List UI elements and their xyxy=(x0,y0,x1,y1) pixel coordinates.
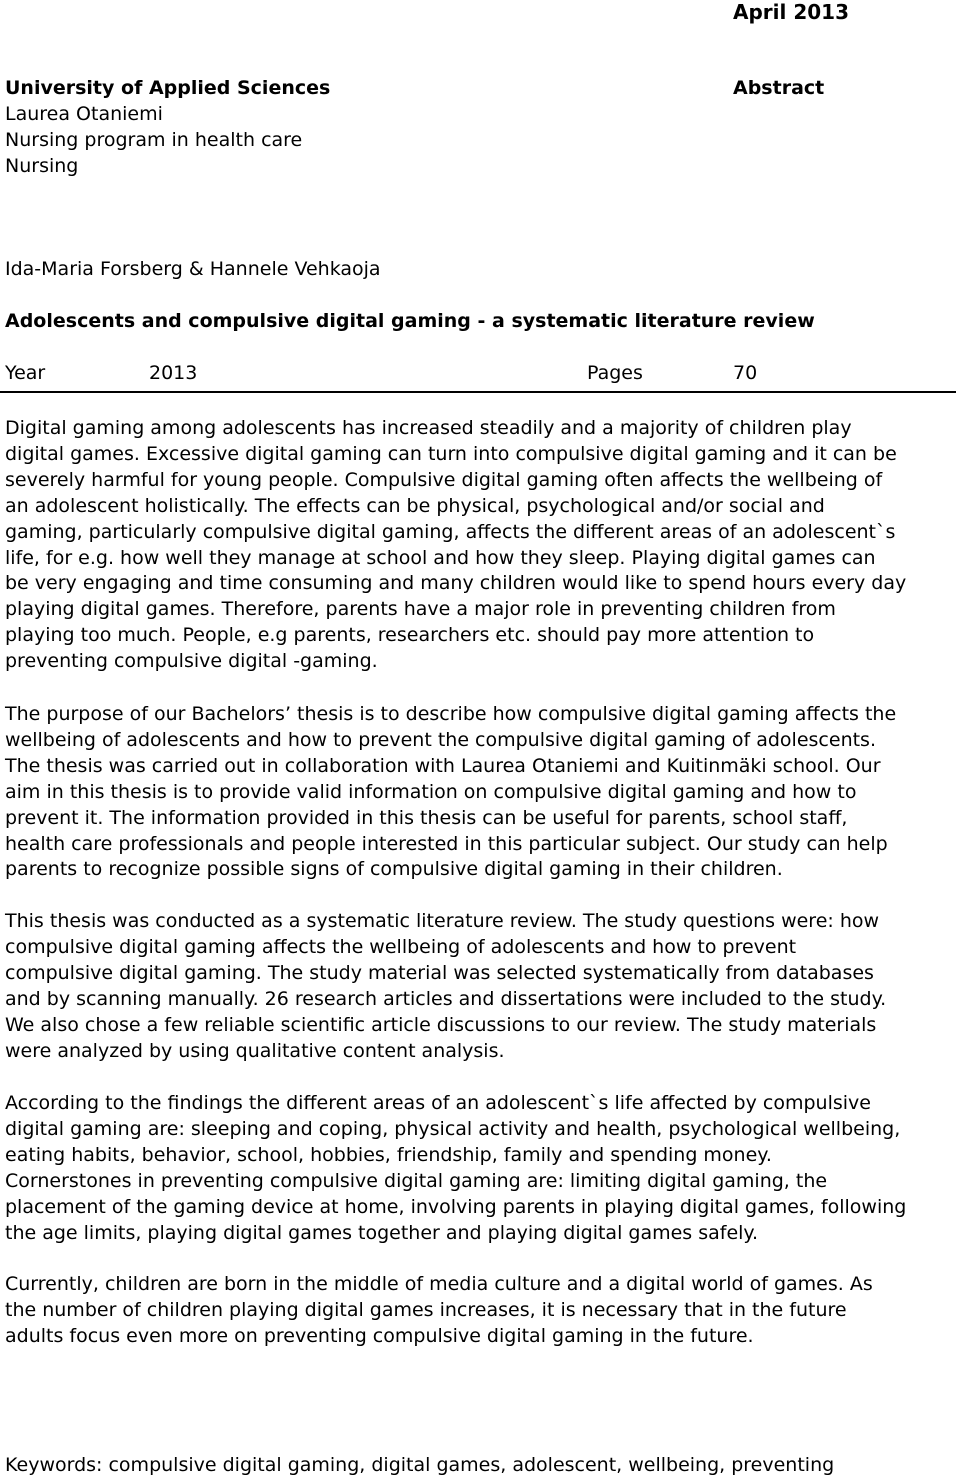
text-line: We also chose a few reliable scientific article discussions to our review. The study materials xyxy=(5,1013,877,1036)
document-date: April 2013 xyxy=(733,0,849,24)
abstract-paragraph-3 xyxy=(5,909,953,1064)
year-label: Year xyxy=(5,362,46,384)
university-name: University of Applied Sciences xyxy=(5,77,331,99)
text-line: Cornerstones in preventing compulsive digital gaming are: limiting digital gaming, the xyxy=(5,1169,828,1192)
thesis-title: Adolescents and compulsive digital gaming - a systematic literature review xyxy=(5,310,815,332)
abstract-paragraph-1 xyxy=(5,416,953,675)
authors: Ida-Maria Forsberg & Hannele Vehkaoja xyxy=(5,258,381,280)
text-line: life, for e.g. how well they manage at school and how they sleep. Playing digital games can xyxy=(5,546,876,569)
text-line: the age limits, playing digital games together and playing digital games safely. xyxy=(5,1221,758,1244)
text-line: were analyzed by using qualitative content analysis. xyxy=(5,1039,505,1062)
text-line: This thesis was conducted as a systematic literature review. The study questions were: how xyxy=(5,910,880,932)
text-line: aim in this thesis is to provide valid information on compulsive digital gaming and how to xyxy=(5,780,857,803)
text-line: an adolescent holistically. The effects can be physical, psychological and/or social and xyxy=(5,494,825,517)
year-value: 2013 xyxy=(149,362,198,384)
text-line: The thesis was carried out in collaboration with Laurea Otaniemi and Kuitinmäki school. Our xyxy=(5,754,881,777)
abstract-heading: Abstract xyxy=(733,77,825,99)
campus-name: Laurea Otaniemi xyxy=(5,103,163,125)
text-line: digital gaming are: sleeping and coping, physical activity and health, psychological wellbeing, xyxy=(5,1117,901,1140)
text-line: prevent it. The information provided in this thesis can be useful for parents, school staff, xyxy=(5,806,848,829)
text-line: The purpose of our Bachelors’ thesis is to describe how compulsive digital gaming affects the xyxy=(5,703,897,725)
text-line: adults focus even more on preventing compulsive digital gaming in the future. xyxy=(5,1324,754,1347)
text-line: Currently, children are born in the middle of media culture and a digital world of games. As xyxy=(5,1273,873,1295)
keywords: Keywords: compulsive digital gaming, digital games, adolescent, wellbeing, preventing xyxy=(5,1454,835,1476)
text-line: digital games. Excessive digital gaming can turn into compulsive digital gaming and it can be xyxy=(5,442,897,465)
text-line: playing digital games. Therefore, parents have a major role in preventing children from xyxy=(5,598,836,621)
header-divider xyxy=(0,391,956,393)
field-of-study: Nursing xyxy=(5,155,79,177)
text-line: compulsive digital gaming. The study material was selected systematically from databases xyxy=(5,961,874,984)
pages-value: 70 xyxy=(733,362,758,384)
text-line: health care professionals and people interested in this particular subject. Our study can help xyxy=(5,832,888,855)
text-line: compulsive digital gaming affects the wellbeing of adolescents and how to prevent xyxy=(5,935,797,958)
text-line: playing too much. People, e.g parents, researchers etc. should pay more attention to xyxy=(5,624,815,647)
text-line: eating habits, behavior, school, hobbies, friendship, family and spending money. xyxy=(5,1143,772,1166)
text-line: the number of children playing digital games increases, it is necessary that in the future xyxy=(5,1298,847,1321)
pages-label: Pages xyxy=(587,362,643,384)
text-line: severely harmful for young people. Compulsive digital gaming often affects the wellbeing of xyxy=(5,468,883,491)
abstract-paragraph-2 xyxy=(5,702,953,883)
abstract-paragraph-5 xyxy=(5,1272,953,1350)
text-line: preventing compulsive digital -gaming. xyxy=(5,650,378,673)
text-line: parents to recognize possible signs of compulsive digital gaming in their children. xyxy=(5,858,783,881)
text-line: According to the findings the different areas of an adolescent`s life affected by compulsive xyxy=(5,1092,871,1114)
text-line: and by scanning manually. 26 research articles and dissertations were included to the study. xyxy=(5,987,887,1010)
text-line: wellbeing of adolescents and how to prevent the compulsive digital gaming of adolescents. xyxy=(5,728,876,751)
text-line: gaming, particularly compulsive digital gaming, affects the different areas of an adolescent`s xyxy=(5,520,896,543)
text-line: be very engaging and time consuming and many children would like to spend hours every day xyxy=(5,572,907,595)
text-line: Digital gaming among adolescents has increased steadily and a majority of children play xyxy=(5,417,852,439)
degree-program: Nursing program in health care xyxy=(5,129,303,151)
abstract-paragraph-4 xyxy=(5,1091,953,1246)
text-line: placement of the gaming device at home, involving parents in playing digital games, following xyxy=(5,1195,907,1218)
